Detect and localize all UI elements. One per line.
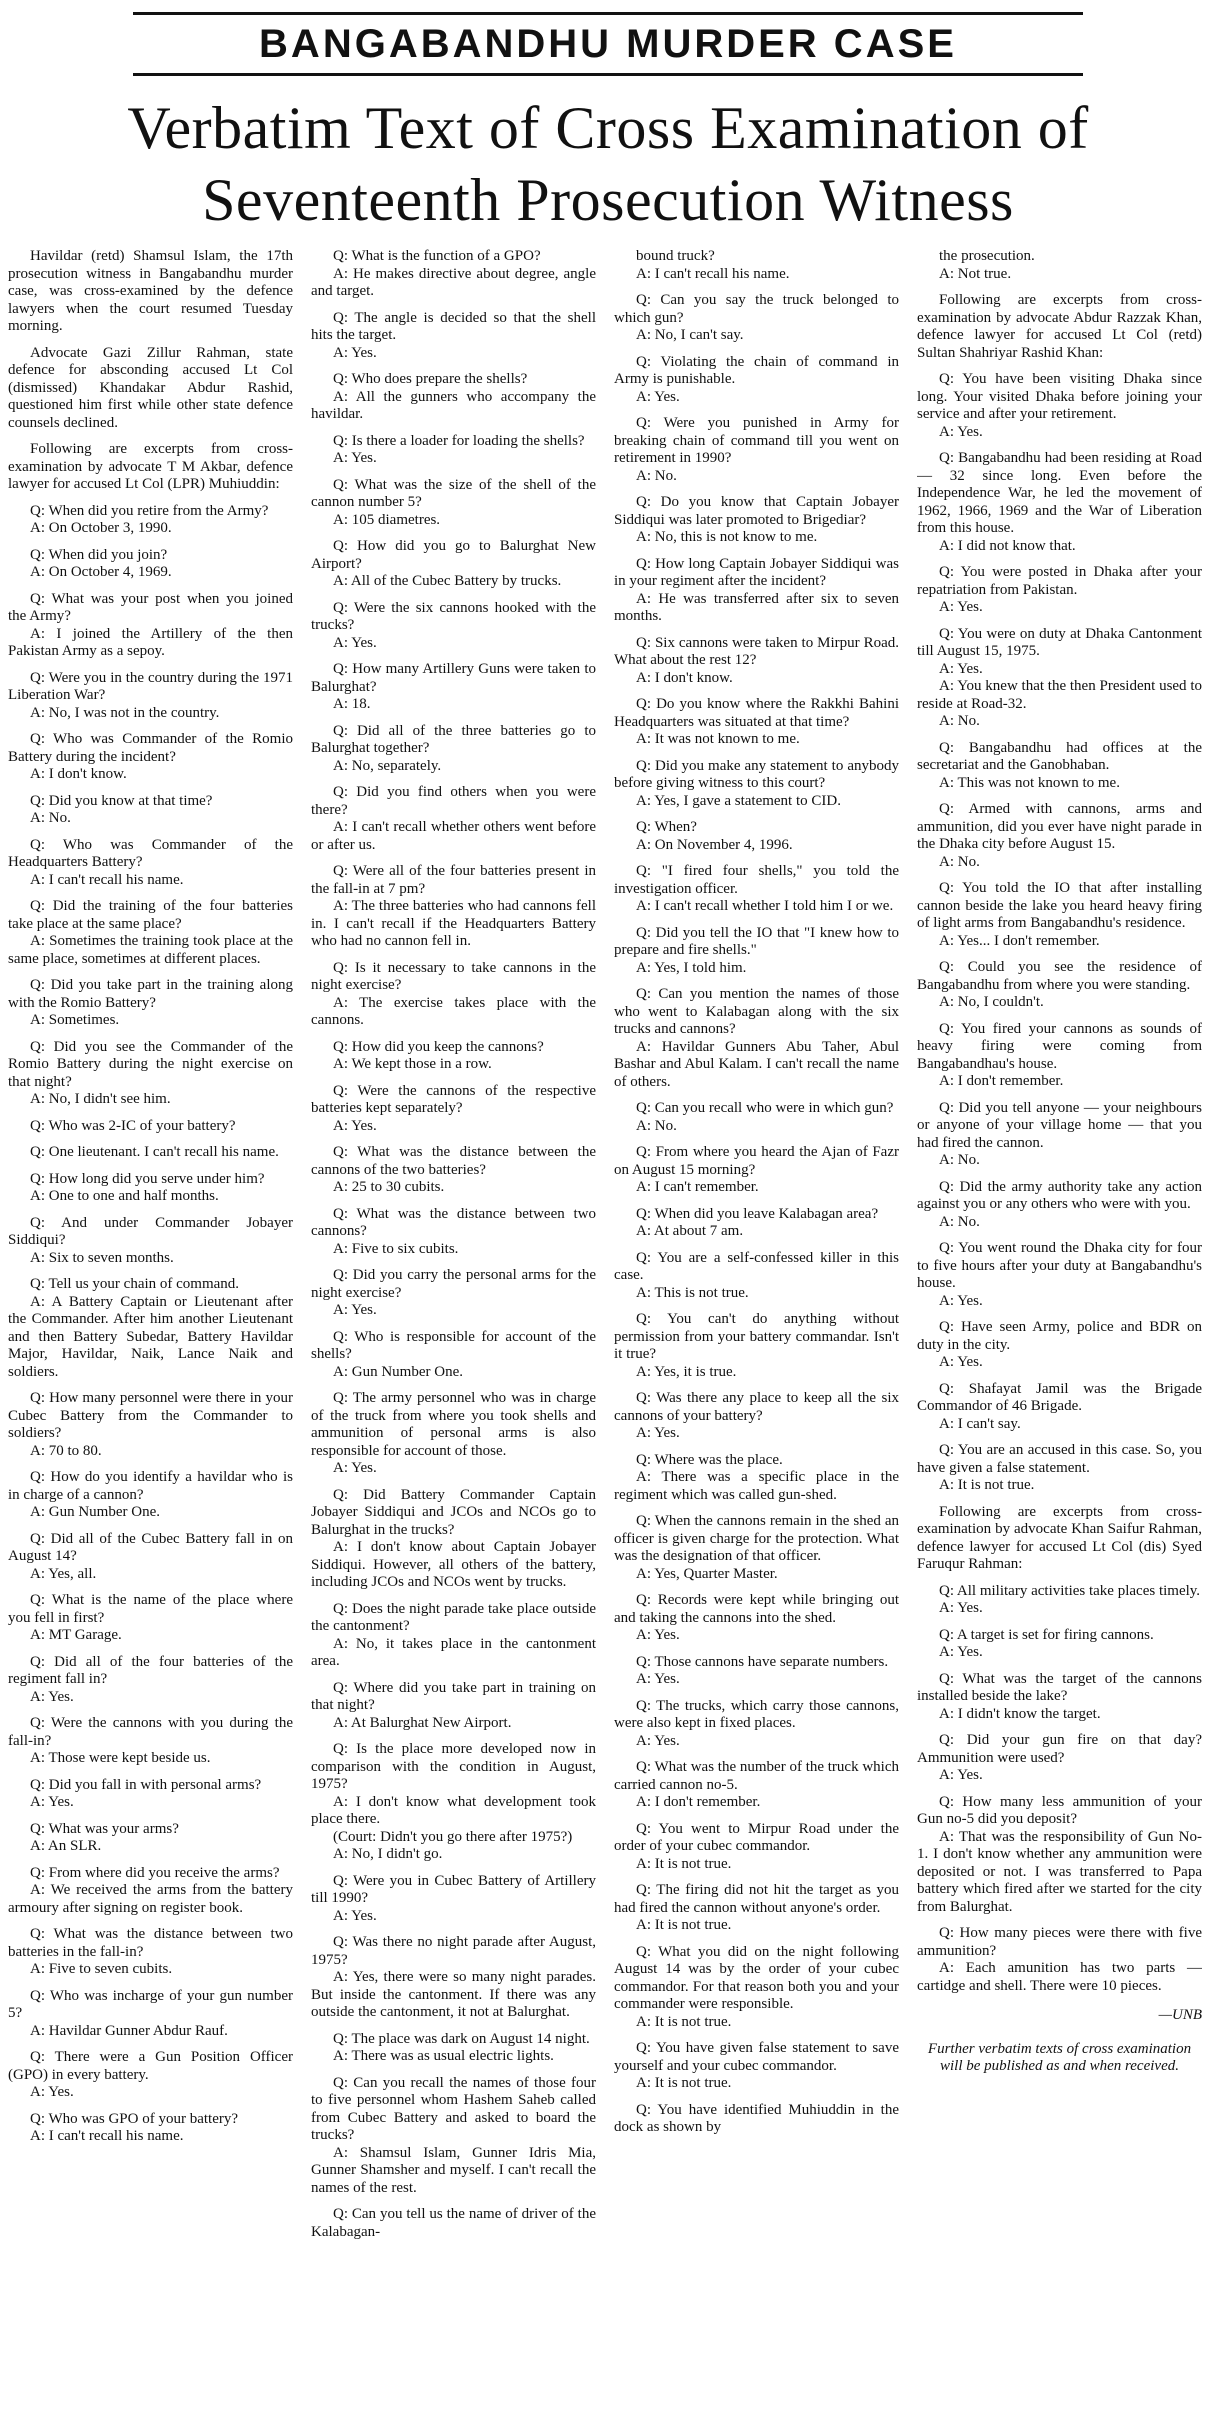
headline-line-2: Seventeenth Prosecution Witness bbox=[202, 167, 1014, 233]
article-paragraph: A: Six to seven months. bbox=[30, 1249, 174, 1266]
article-paragraph: Following are excerpts from cross-examination by advocate T M Akbar, defence lawyer for accused Lt Col (LPR) Muhiuddin: bbox=[8, 441, 293, 492]
article-paragraph: A: I don't know. bbox=[636, 669, 733, 686]
article-paragraph: Q: One lieutenant. I can't recall his name. bbox=[30, 1144, 279, 1160]
article-paragraph: Q: How did you keep the cannons? bbox=[333, 1038, 544, 1055]
article-paragraph: A: I did not know that. bbox=[939, 537, 1076, 554]
article-paragraph: A: I can't remember. bbox=[636, 1179, 759, 1195]
article-paragraph: Q: How did you go to Balurghat New Airport? bbox=[311, 538, 596, 572]
article-paragraph: Q: Have seen Army, police and BDR on duty in the city. bbox=[917, 1319, 1202, 1353]
article-paragraph: Q: Who is responsible for account of the shells? bbox=[311, 1328, 596, 1362]
article-paragraph: Q: Was there any place to keep all the six cannons of your battery? bbox=[614, 1390, 899, 1424]
article-paragraph: A: Not true. bbox=[939, 265, 1012, 282]
article-paragraph: A: Yes. bbox=[939, 660, 983, 677]
article-paragraph: Q: Did you tell the IO that "I knew how to prepare and fire shells." bbox=[614, 924, 899, 958]
article-paragraph: Q: What was the size of the shell of the cannon number 5? bbox=[311, 476, 596, 510]
article-paragraph: Q: What was the distance between two batteries in the fall-in? bbox=[8, 1926, 293, 1960]
article-paragraph: A: Five to six cubits. bbox=[333, 1240, 459, 1257]
article-paragraph: Q: What is the function of a GPO? bbox=[333, 248, 541, 264]
article-paragraph: A: Yes. bbox=[30, 2084, 74, 2100]
article-paragraph: Q: When did you leave Kalabagan area? bbox=[636, 1205, 879, 1222]
article-paragraph: Q: How do you identify a havildar who is in charge of a cannon? bbox=[8, 1469, 293, 1503]
article-paragraph: A: I don't know about Captain Jobayer Siddiqui. However, all others of the battery, including JCOs and NCOs went by trucks. bbox=[311, 1539, 596, 1590]
article-paragraph: Q: How many pieces were there with five ammunition? bbox=[917, 1925, 1202, 1959]
article-paragraph: A: Those were kept beside us. bbox=[30, 1750, 211, 1766]
article-paragraph: Advocate Gazi Zillur Rahman, state defence for absconding accused Lt Col (dismissed) Khandakar Abdur Rashid, questioned him first while other state defence counsels declined. bbox=[8, 344, 293, 431]
article-paragraph: A: I don't remember. bbox=[939, 1073, 1064, 1089]
article-paragraph: Q: You went round the Dhaka city for four to five hours after your duty at Bangabandhu's house. bbox=[917, 1240, 1202, 1291]
article-paragraph: A: No. bbox=[939, 1152, 980, 1168]
article-paragraph: A: I don't know. bbox=[30, 766, 127, 782]
article-columns bbox=[8, 248, 1208, 2416]
article-paragraph: A: 105 diametres. bbox=[333, 511, 441, 528]
article-column-4-body bbox=[917, 248, 1202, 1995]
article-paragraph: A: Sometimes. bbox=[30, 1012, 120, 1028]
article-paragraph: A: He was transferred after six to seven months. bbox=[614, 590, 899, 624]
article-paragraph: A: Yes, it is true. bbox=[636, 1363, 737, 1380]
article-paragraph: A: Yes. bbox=[636, 1671, 680, 1687]
article-paragraph: A: We kept those in a row. bbox=[333, 1056, 492, 1072]
article-paragraph: A: No, I can't say. bbox=[636, 327, 744, 343]
article-paragraph: Q: Did all of the four batteries of the regiment fall in? bbox=[8, 1653, 293, 1687]
article-paragraph: Q: When did you join? bbox=[30, 546, 168, 563]
article-paragraph: A: That was the responsibility of Gun No-1. I don't know whether any ammunition were deposited or not. I was transferred to Papa battery which fired after we started for the city from Balurghat. bbox=[917, 1828, 1202, 1915]
article-paragraph: Q: You are a self-confessed killer in this case. bbox=[614, 1249, 899, 1283]
article-paragraph: A: On October 4, 1969. bbox=[30, 564, 172, 580]
article-paragraph: A: Yes, I told him. bbox=[636, 959, 747, 976]
article-paragraph: A: Yes. bbox=[333, 450, 377, 466]
article-paragraph: A: He makes directive about degree, angle and target. bbox=[311, 265, 596, 299]
article-paragraph: A: It is not true. bbox=[636, 2013, 732, 2030]
article-paragraph: A: Yes. bbox=[939, 599, 983, 615]
article-paragraph: A: Yes... I don't remember. bbox=[939, 932, 1100, 949]
article-paragraph: Q: What you did on the night following August 14 was by the order of your cubec commandor. For that reason both you and your commander were responsible. bbox=[614, 1943, 899, 2012]
article-paragraph: Q: Armed with cannons, arms and ammunition, did you ever have night parade in the Dhaka city before August 15. bbox=[917, 801, 1202, 852]
article-paragraph: Q: The army personnel who was in charge of the truck from where you took shells and ammunition of personal arms is also responsible for account of those. bbox=[311, 1390, 596, 1459]
article-paragraph: A: Five to seven cubits. bbox=[30, 1961, 173, 1977]
article-paragraph: Q: You have been visiting Dhaka since long. Your visited Dhaka before joining your service and after your retirement. bbox=[917, 371, 1202, 422]
article-paragraph: Q: Did Battery Commander Captain Jobayer Siddiqui and JCOs and NCOs go to Balurghat in the trucks? bbox=[311, 1486, 596, 1538]
article-paragraph: Q: From where did you receive the arms? bbox=[30, 1864, 280, 1881]
article-paragraph: Q: Can you say the truck belonged to which gun? bbox=[614, 292, 899, 326]
article-paragraph: A: It is not true. bbox=[636, 1855, 732, 1872]
article-paragraph: A: All the gunners who accompany the havildar. bbox=[311, 388, 596, 422]
article-paragraph: A: Yes. bbox=[636, 1627, 680, 1643]
article-paragraph: Q: Do you know that Captain Jobayer Siddiqui was later promoted to Brigediar? bbox=[614, 494, 899, 528]
article-paragraph: Q: Bangabandhu had offices at the secretariat and the Ganobhaban. bbox=[917, 739, 1202, 773]
byline: —UNB bbox=[1158, 2007, 1202, 2023]
article-paragraph: Q: Could you see the residence of Bangabandhu from where you were standing. bbox=[917, 959, 1202, 993]
article-paragraph: Q: When? bbox=[636, 819, 697, 835]
article-paragraph: Q: Were you in Cubec Battery of Artillery till 1990? bbox=[311, 1872, 596, 1906]
article-paragraph: A: Yes. bbox=[939, 1644, 983, 1660]
article-paragraph: A: Yes, there were so many night parades. But inside the cantonment. If there was any outside the cantonment, it not at Balurghat. bbox=[311, 1969, 596, 2020]
article-paragraph: Q: How long did you serve under him? bbox=[30, 1170, 265, 1187]
article-paragraph: Q: Did all of the Cubec Battery fall in on August 14? bbox=[8, 1530, 293, 1564]
article-paragraph: Q: Who does prepare the shells? bbox=[333, 371, 528, 387]
article-paragraph: A: Yes. bbox=[333, 344, 377, 361]
article-paragraph: A: Yes. bbox=[636, 1732, 680, 1749]
article-paragraph: Havildar (retd) Shamsul Islam, the 17th prosecution witness in Bangabandhu murder case, was cross-examined by the defence lawyers when the court resumed Tuesday morning. bbox=[8, 248, 293, 334]
article-paragraph: A: 18. bbox=[333, 696, 371, 712]
article-paragraph: Q: Can you tell us the name of driver of the Kalabagan- bbox=[311, 2206, 596, 2240]
article-paragraph: A: Gun Number One. bbox=[30, 1504, 160, 1520]
article-paragraph: Q: Shafayat Jamil was the Brigade Commandor of 46 Brigade. bbox=[917, 1380, 1202, 1414]
article-paragraph: Q: Were you in the country during the 1971 Liberation War? bbox=[8, 669, 293, 703]
article-paragraph: bound truck? bbox=[636, 248, 715, 264]
article-paragraph: A: No. bbox=[636, 1117, 677, 1134]
article-paragraph: Q: Did the army authority take any action against you or any others who were with you. bbox=[917, 1178, 1202, 1212]
article-paragraph: A: It is not true. bbox=[636, 1917, 732, 1933]
article-paragraph: Q: How many personnel were there in your Cubec Battery from the Commander to soldiers? bbox=[8, 1390, 293, 1441]
article-paragraph: A: Yes. bbox=[30, 1688, 74, 1705]
article-paragraph: Q: Six cannons were taken to Mirpur Road. What about the rest 12? bbox=[614, 634, 899, 668]
article-paragraph: Q: Who was Commander of the Romio Battery during the incident? bbox=[8, 731, 293, 765]
article-paragraph: Q: Did the training of the four batteries take place at the same place? bbox=[8, 898, 293, 932]
article-paragraph: A: The exercise takes place with the cannons. bbox=[311, 994, 596, 1028]
article-paragraph: A: Yes. bbox=[333, 1460, 377, 1476]
article-paragraph: Q: Was there no night parade after August, 1975? bbox=[311, 1934, 596, 1968]
article-paragraph: Q: Can you mention the names of those who went to Kalabagan along with the six trucks and cannons? bbox=[614, 986, 899, 1037]
article-paragraph: Q: Is there a loader for loading the shells? bbox=[333, 432, 585, 449]
article-paragraph: A: Sometimes the training took place at the same place, sometimes at different places. bbox=[8, 933, 293, 967]
article-paragraph: Q: Did you see the Commander of the Romio Battery during the night exercise on that night? bbox=[8, 1038, 293, 1090]
article-paragraph: Q: Did you carry the personal arms for the night exercise? bbox=[311, 1267, 596, 1301]
article-paragraph: Q: Were the six cannons hooked with the trucks? bbox=[311, 599, 596, 633]
article-paragraph: A: This is not true. bbox=[636, 1284, 749, 1301]
article-paragraph: A: No, I was not in the country. bbox=[30, 704, 220, 721]
article-paragraph: Q: Where was the place. bbox=[636, 1451, 783, 1468]
article-paragraph: Q: Were the cannons with you during the fall-in? bbox=[8, 1715, 293, 1749]
article-paragraph: Q: Did you find others when you were there? bbox=[311, 784, 596, 818]
article-paragraph: A: No, I didn't see him. bbox=[30, 1091, 171, 1107]
article-paragraph: A: Yes. bbox=[333, 1907, 377, 1924]
article-paragraph: Q: What was your post when you joined the Army? bbox=[8, 590, 293, 624]
article-paragraph: Q: Can you recall who were in which gun? bbox=[636, 1100, 894, 1116]
article-paragraph: A: Havildar Gunners Abu Taher, Abul Bashar and Abul Kalam. I can't recall the name of others. bbox=[614, 1038, 899, 1090]
article-paragraph: A: The three batteries who had cannons fell in. I can't recall if the Headquarters Battery who had no cannon fell in. bbox=[311, 898, 596, 949]
article-paragraph: A: Yes. bbox=[939, 1600, 983, 1616]
article-paragraph: Q: What was the number of the truck which carried cannon no-5. bbox=[614, 1759, 899, 1793]
article-paragraph: A: I don't remember. bbox=[636, 1794, 761, 1810]
article-paragraph: Q: You went to Mirpur Road under the order of your cubec commandor. bbox=[614, 1820, 899, 1854]
article-paragraph: Q: You can't do anything without permission from your battery commandar. Isn't it true? bbox=[614, 1311, 899, 1362]
article-paragraph: Q: Did you tell anyone — your neighbours or anyone of your village home — that you had fired the cannon. bbox=[917, 1099, 1202, 1151]
article-paragraph: Q: When did you retire from the Army? bbox=[30, 502, 269, 519]
article-paragraph: Q: Is the place more developed now in comparison with the condition in August, 1975? bbox=[311, 1741, 596, 1792]
article-paragraph: A: No, it takes place in the cantonment area. bbox=[311, 1635, 596, 1669]
article-paragraph: A: Yes. bbox=[30, 1794, 74, 1810]
article-paragraph: A: Havildar Gunner Abdur Rauf. bbox=[30, 2022, 228, 2039]
article-paragraph: Q: Is it necessary to take cannons in the night exercise? bbox=[311, 959, 596, 993]
article-paragraph: A: It is not true. bbox=[636, 2075, 732, 2091]
article-paragraph: A: All of the Cubec Battery by trucks. bbox=[333, 573, 562, 589]
article-paragraph: Q: You were posted in Dhaka after your repatriation from Pakistan. bbox=[917, 564, 1202, 598]
article-paragraph: A: Shamsul Islam, Gunner Idris Mia, Gunner Shamsher and myself. I can't recall the names of the rest. bbox=[311, 2144, 596, 2196]
article-paragraph: A: I can't recall whether I told him I or we. bbox=[636, 898, 894, 914]
article-paragraph: A: Yes. bbox=[939, 1767, 983, 1783]
headline bbox=[0, 92, 1216, 236]
article-paragraph: Q: What was your arms? bbox=[30, 1820, 179, 1837]
article-paragraph: A: MT Garage. bbox=[30, 1627, 122, 1643]
article-paragraph: Q: Who was 2-IC of your battery? bbox=[30, 1117, 236, 1134]
article-paragraph: A: No. bbox=[30, 810, 71, 826]
article-paragraph: A: Yes. bbox=[939, 1354, 983, 1370]
article-paragraph: A: On October 3, 1990. bbox=[30, 520, 172, 536]
article-paragraph: Q: Does the night parade take place outside the cantonment? bbox=[311, 1600, 596, 1634]
article-paragraph: A: Yes. bbox=[636, 388, 680, 405]
article-paragraph: Q: You have identified Muhiuddin in the dock as shown by bbox=[614, 2101, 899, 2135]
article-paragraph: Q: What was the distance between the cannons of the two batteries? bbox=[311, 1144, 596, 1178]
article-paragraph: Q: The place was dark on August 14 night. bbox=[333, 2030, 590, 2047]
article-paragraph: Q: How many less ammunition of your Gun no-5 did you deposit? bbox=[917, 1793, 1202, 1827]
article-paragraph: A: I didn't know the target. bbox=[939, 1705, 1101, 1722]
article-column-4 bbox=[917, 248, 1202, 2416]
article-paragraph: Q: Where did you take part in training on that night? bbox=[311, 1679, 596, 1713]
article-paragraph: Q: You have given false statement to save yourself and your cubec commandor. bbox=[614, 2040, 899, 2074]
section-kicker: BANGABANDHU MURDER CASE bbox=[133, 12, 1083, 76]
article-paragraph: Q: The trucks, which carry those cannons, were also kept in fixed places. bbox=[614, 1697, 899, 1731]
article-paragraph: Q: You were on duty at Dhaka Cantonment till August 15, 1975. bbox=[917, 625, 1202, 659]
article-paragraph: Q: Did you fall in with personal arms? bbox=[30, 1776, 262, 1793]
article-paragraph: A: I can't recall his name. bbox=[30, 871, 184, 888]
article-paragraph: A: I can't recall his name. bbox=[30, 2128, 184, 2144]
article-paragraph: A: No. bbox=[939, 1213, 980, 1230]
article-paragraph: A: No, separately. bbox=[333, 757, 442, 774]
article-paragraph: (Court: Didn't you go there after 1975?) bbox=[333, 1828, 573, 1845]
article-paragraph: Q: All military activities take places timely. bbox=[939, 1582, 1201, 1599]
article-paragraph: Q: A target is set for firing cannons. bbox=[939, 1626, 1154, 1643]
article-paragraph: Q: What was the target of the cannons installed beside the lake? bbox=[917, 1670, 1202, 1704]
article-paragraph: A: Yes. bbox=[333, 1302, 377, 1318]
article-paragraph: Q: You told the IO that after installing cannon beside the lake you heard heavy firing of light arms from Bangabandhu's residence. bbox=[917, 880, 1202, 931]
article-paragraph: Q: When the cannons remain in the shed an officer is given charge for the protection. What was the designation of that officer. bbox=[614, 1513, 899, 1564]
article-paragraph: A: An SLR. bbox=[30, 1838, 102, 1854]
article-paragraph: Q: There were a Gun Position Officer (GPO) in every battery. bbox=[8, 2049, 293, 2083]
article-paragraph: A: On November 4, 1996. bbox=[636, 836, 793, 853]
article-paragraph: Q: Did you take part in the training along with the Romio Battery? bbox=[8, 977, 293, 1011]
article-paragraph: Q: How long Captain Jobayer Siddiqui was in your regiment after the incident? bbox=[614, 555, 899, 589]
article-paragraph: A: Gun Number One. bbox=[333, 1363, 463, 1380]
article-paragraph: A: At about 7 am. bbox=[636, 1223, 744, 1239]
article-paragraph: A: Yes. bbox=[333, 1117, 377, 1134]
article-paragraph: Q: Those cannons have separate numbers. bbox=[636, 1653, 889, 1670]
article-paragraph: A: This was not known to me. bbox=[939, 774, 1120, 791]
article-paragraph: Q: Did your gun fire on that day? Ammunition were used? bbox=[917, 1732, 1202, 1766]
article-paragraph: Q: You fired your cannons as sounds of heavy firing were coming from Bangabandhau's house. bbox=[917, 1020, 1202, 1072]
article-paragraph: Q: Did you make any statement to anybody before giving witness to this court? bbox=[614, 757, 899, 791]
article-paragraph: Following are excerpts from cross-examination by advocate Abdur Razzak Khan, defence lawyer for accused Lt Col (retd) Sultan Shahriyar Rashid Khan: bbox=[917, 292, 1202, 361]
article-paragraph: A: I can't recall his name. bbox=[636, 265, 790, 282]
article-paragraph: A: 70 to 80. bbox=[30, 1442, 102, 1459]
article-paragraph: A: 25 to 30 cubits. bbox=[333, 1179, 445, 1195]
article-paragraph: A: There was as usual electric lights. bbox=[333, 2048, 554, 2064]
article-column-1 bbox=[8, 248, 293, 2416]
article-paragraph: Q: Were you punished in Army for breaking chain of command till you went on retirement in 1990? bbox=[614, 415, 899, 466]
article-paragraph: Q: Records were kept while bringing out and taking the cannons into the shed. bbox=[614, 1592, 899, 1626]
article-paragraph: A: We received the arms from the battery armoury after signing on register book. bbox=[8, 1882, 293, 1916]
article-paragraph: A: No. bbox=[636, 467, 677, 484]
article-paragraph: Q: How many Artillery Guns were taken to Balurghat? bbox=[311, 661, 596, 695]
article-paragraph: A: Yes. bbox=[333, 634, 377, 651]
article-paragraph: A: I can't say. bbox=[939, 1415, 1021, 1432]
article-paragraph: Q: From where you heard the Ajan of Fazr on August 15 morning? bbox=[614, 1144, 899, 1178]
article-paragraph: A: Yes. bbox=[939, 1292, 983, 1309]
article-paragraph: A: Yes, I gave a statement to CID. bbox=[636, 792, 841, 809]
article-paragraph: Q: "I fired four shells," you told the investigation officer. bbox=[614, 863, 899, 897]
article-paragraph: Following are excerpts from cross-examination by advocate Khan Saifur Rahman, defence lawyer for accused Lt Col (dis) Syed Faruqur Rahman: bbox=[917, 1503, 1202, 1572]
article-paragraph: Q: Were all of the four batteries present in the fall-in at 7 pm? bbox=[311, 863, 596, 897]
article-paragraph: A: No, this is not know to me. bbox=[636, 529, 818, 545]
article-paragraph: A: Yes, all. bbox=[30, 1565, 97, 1582]
article-paragraph: Q: You are an accused in this case. So, you have given a false statement. bbox=[917, 1442, 1202, 1476]
article-paragraph: Q: Can you recall the names of those four to five personnel whom Hashem Saheb called from Cubec Battery and asked to board the trucks? bbox=[311, 2074, 596, 2143]
article-column-3 bbox=[614, 248, 899, 2416]
article-column-2 bbox=[311, 248, 596, 2416]
article-paragraph: Q: What was the distance between two cannons? bbox=[311, 1205, 596, 1239]
article-paragraph: Q: The angle is decided so that the shell hits the target. bbox=[311, 309, 596, 343]
article-paragraph: Q: Did you know at that time? bbox=[30, 792, 213, 809]
article-paragraph: A: I don't know what development took place there. bbox=[311, 1793, 596, 1827]
article-paragraph: A: Yes. bbox=[939, 423, 983, 440]
article-paragraph: A: No, I didn't go. bbox=[333, 1846, 443, 1862]
article-paragraph: A: There was a specific place in the regiment which was called gun-shed. bbox=[614, 1469, 899, 1503]
article-paragraph: A: You knew that the then President used to reside at Road-32. bbox=[917, 678, 1202, 712]
article-paragraph: A: Yes, Quarter Master. bbox=[636, 1565, 778, 1582]
article-paragraph: A: I joined the Artillery of the then Pakistan Army as a sepoy. bbox=[8, 625, 293, 659]
article-paragraph: A: I can't recall whether others went before or after us. bbox=[311, 819, 596, 853]
headline-line-1: Verbatim Text of Cross Examination of bbox=[127, 95, 1089, 161]
article-paragraph: A: Yes. bbox=[636, 1425, 680, 1441]
article-paragraph: Q: Do you know where the Rakkhi Bahini Headquarters was situated at that time? bbox=[614, 696, 899, 730]
article-paragraph: Q: Who was incharge of your gun number 5? bbox=[8, 1987, 293, 2021]
article-paragraph: Q: Who was Commander of the Headquarters Battery? bbox=[8, 836, 293, 870]
article-paragraph: Q: Bangabandhu had been residing at Road — 32 since long. Even before the Independence War, he led the movement of 1962, 1966, 1969 and the War of Liberation from this house. bbox=[917, 450, 1202, 536]
article-paragraph: Q: Were the cannons of the respective batteries kept separately? bbox=[311, 1082, 596, 1116]
article-paragraph: A: At Balurghat New Airport. bbox=[333, 1714, 512, 1731]
article-paragraph: Q: Who was GPO of your battery? bbox=[30, 2110, 239, 2127]
article-paragraph: A: It was not known to me. bbox=[636, 731, 800, 747]
article-paragraph: A: No. bbox=[939, 853, 980, 870]
article-paragraph: Q: What is the name of the place where you fell in first? bbox=[8, 1592, 293, 1626]
article-paragraph: Q: Violating the chain of command in Army is punishable. bbox=[614, 353, 899, 387]
article-paragraph: A: It is not true. bbox=[939, 1477, 1035, 1493]
article-paragraph: the prosecution. bbox=[939, 248, 1035, 264]
article-paragraph: A: One to one and half months. bbox=[30, 1188, 219, 1204]
article-paragraph: A: Each amunition has two parts — cartidge and shell. There were 10 pieces. bbox=[917, 1960, 1202, 1994]
footnote: Further verbatim texts of cross examination will be published as and when received. bbox=[927, 2040, 1192, 2074]
article-paragraph: A: No, I couldn't. bbox=[939, 994, 1044, 1010]
article-paragraph: Q: The firing did not hit the target as you had fired the cannon without anyone's order. bbox=[614, 1882, 899, 1916]
article-paragraph: A: A Battery Captain or Lieutenant after the Commander. After him another Lieutenant and then Battery Subedar, Battery Havildar Major, Havildar, Naik, Lance Naik and soldiers. bbox=[8, 1293, 293, 1380]
article-paragraph: A: No. bbox=[939, 713, 980, 729]
article-paragraph: Q: Did all of the three batteries go to Balurghat together? bbox=[311, 722, 596, 756]
article-paragraph: Q: Tell us your chain of command. bbox=[30, 1276, 240, 1292]
article-paragraph: Q: And under Commander Jobayer Siddiqui? bbox=[8, 1214, 293, 1248]
